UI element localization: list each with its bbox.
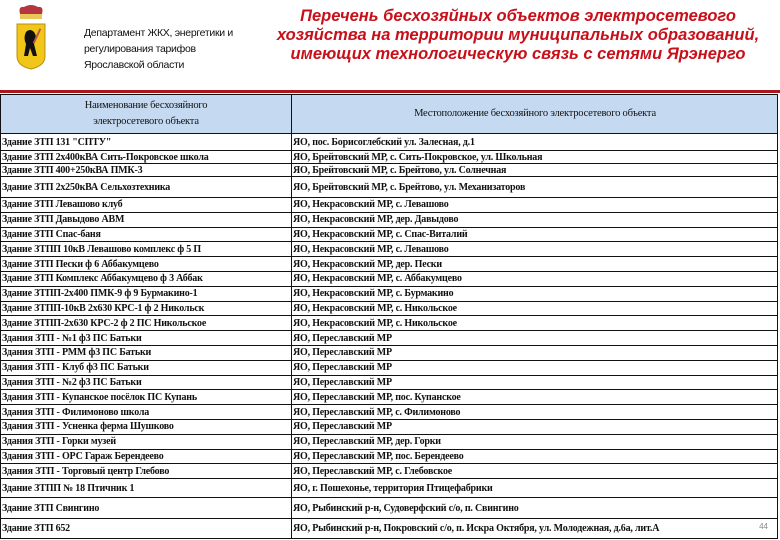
object-location-cell: ЯО, пос. Борисоглебский ул. Залесная, д.1 bbox=[292, 134, 778, 151]
table-row bbox=[1, 242, 778, 257]
department-name bbox=[84, 25, 233, 73]
object-name-cell: Здания ЗТП - Клуб ф3 ПС Батьки bbox=[1, 360, 292, 375]
object-name-cell: Здания ЗТП - №1 ф3 ПС Батьки bbox=[1, 331, 292, 346]
object-name-cell: Здание ЗТПП-2х400 ПМК-9 ф 9 Бурмакино-1 bbox=[1, 286, 292, 301]
table-row bbox=[1, 198, 778, 213]
object-location-cell: ЯО, Некрасовский МР, дер. Давыдово bbox=[292, 212, 778, 227]
table-row bbox=[1, 257, 778, 272]
object-name-cell: Здание ЗТП Давыдово АВМ bbox=[1, 212, 292, 227]
object-location-cell: ЯО, Переславский МР, с. Филимоново bbox=[292, 405, 778, 420]
table-row bbox=[1, 134, 778, 151]
objects-table bbox=[0, 94, 778, 539]
table-row bbox=[1, 390, 778, 405]
table-row bbox=[1, 498, 778, 519]
object-name-cell: Здания ЗТП - РММ ф3 ПС Батьки bbox=[1, 345, 292, 360]
object-name-cell: Здание ЗТП 131 "СПТУ" bbox=[1, 134, 292, 151]
object-location-cell: ЯО, Переславский МР bbox=[292, 345, 778, 360]
object-location-cell: ЯО, Переславский МР bbox=[292, 375, 778, 390]
object-location-cell: ЯО, Некрасовский МР, дер. Пески bbox=[292, 257, 778, 272]
object-location-cell: ЯО, Некрасовский МР, с. Никольское bbox=[292, 316, 778, 331]
table-row bbox=[1, 271, 778, 286]
object-name-cell: Здание ЗТП 2х400кВА Сить-Покровское школа bbox=[1, 151, 292, 164]
object-name-cell: Здание ЗТПП № 18 Птичник 1 bbox=[1, 479, 292, 498]
table-row bbox=[1, 345, 778, 360]
object-name-cell: Здание ЗТП 2х250кВА Сельхозтехника bbox=[1, 177, 292, 198]
table-row bbox=[1, 301, 778, 316]
table-row bbox=[1, 316, 778, 331]
object-location-cell: ЯО, Переславский МР bbox=[292, 331, 778, 346]
object-name-cell: Здания ЗТП - Купанское посёлок ПС Купань bbox=[1, 390, 292, 405]
table-header-row bbox=[1, 95, 778, 134]
table-row bbox=[1, 479, 778, 498]
table-row bbox=[1, 151, 778, 164]
object-name-cell: Здание ЗТП Спас-баня bbox=[1, 227, 292, 242]
column-header-location: Местоположение бесхозяйного электросетевого объекта bbox=[292, 95, 778, 134]
object-location-cell: ЯО, Брейтовский МР, с. Брейтово, ул. Солнечная bbox=[292, 164, 778, 177]
object-name-cell: Здание ЗТПП-2х630 КРС-2 ф 2 ПС Никольское bbox=[1, 316, 292, 331]
department-line: Ярославской области bbox=[84, 59, 185, 71]
table-row bbox=[1, 331, 778, 346]
table-row bbox=[1, 212, 778, 227]
page-number: 44 bbox=[759, 522, 768, 531]
object-location-cell: ЯО, Переславский МР bbox=[292, 419, 778, 434]
object-location-cell: ЯО, Некрасовский МР, с. Бурмакино bbox=[292, 286, 778, 301]
object-name-cell: Здания ЗТП - Усненка ферма Шушково bbox=[1, 419, 292, 434]
table-row bbox=[1, 405, 778, 420]
department-line: Департамент ЖКХ, энергетики и bbox=[84, 27, 233, 39]
object-location-cell: ЯО, Брейтовский МР, с. Брейтово, ул. Механизаторов bbox=[292, 177, 778, 198]
object-name-cell: Здание ЗТП 400+250кВА ПМК-3 bbox=[1, 164, 292, 177]
object-location-cell: ЯО, Некрасовский МР, с. Левашово bbox=[292, 198, 778, 213]
object-name-cell: Здания ЗТП - №2 ф3 ПС Батьки bbox=[1, 375, 292, 390]
department-line: регулирования тарифов bbox=[84, 43, 196, 55]
table-row bbox=[1, 177, 778, 198]
object-name-cell: Здания ЗТП - Филимоново школа bbox=[1, 405, 292, 420]
object-name-cell: Здание ЗТП Пески ф 6 Аббакумцево bbox=[1, 257, 292, 272]
table-row bbox=[1, 434, 778, 449]
object-location-cell: ЯО, Рыбинский р-н, Судоверфский с/о, п. Свингино bbox=[292, 498, 778, 519]
page-title: Перечень бесхозяйных объектов электросетевого хозяйства на территории муниципальных образований, имеющих технологическую связь с сетями Ярэнерго bbox=[276, 7, 760, 63]
object-name-cell: Здание ЗТП Свингино bbox=[1, 498, 292, 519]
object-location-cell: ЯО, Брейтовский МР, с. Сить-Покровское, ул. Школьная bbox=[292, 151, 778, 164]
object-location-cell: ЯО, Некрасовский МР, с. Левашово bbox=[292, 242, 778, 257]
object-location-cell: ЯО, Некрасовский МР, с. Спас-Виталий bbox=[292, 227, 778, 242]
object-location-cell: ЯО, Некрасовский МР, с. Аббакумцево bbox=[292, 271, 778, 286]
table-row bbox=[1, 449, 778, 464]
object-name-cell: Здания ЗТП - Торговый центр Глебово bbox=[1, 464, 292, 479]
table-row bbox=[1, 519, 778, 539]
object-name-cell: Здание ЗТПП-10кВ 2х630 КРС-1 ф 2 Никольск bbox=[1, 301, 292, 316]
object-location-cell: ЯО, Некрасовский МР, с. Никольское bbox=[292, 301, 778, 316]
object-name-cell: Здание ЗТП Левашово клуб bbox=[1, 198, 292, 213]
table-row bbox=[1, 375, 778, 390]
object-location-cell: ЯО, Переславский МР, пос. Купанское bbox=[292, 390, 778, 405]
table-row bbox=[1, 419, 778, 434]
table-row bbox=[1, 227, 778, 242]
object-location-cell: ЯО, Рыбинский р-н, Покровский с/о, п. Искра Октября, ул. Молодежная, д.6а, лит.А bbox=[292, 519, 778, 539]
object-name-cell: Здания ЗТП - Горки музей bbox=[1, 434, 292, 449]
object-location-cell: ЯО, г. Пошехонье, территория Птицефабрики bbox=[292, 479, 778, 498]
yaroslavl-coat-of-arms-logo bbox=[14, 4, 48, 70]
object-location-cell: ЯО, Переславский МР, пос. Берендеево bbox=[292, 449, 778, 464]
object-name-cell: Здание ЗТПП 10кВ Левашово комплекс ф 5 П bbox=[1, 242, 292, 257]
table-row bbox=[1, 286, 778, 301]
object-location-cell: ЯО, Переславский МР, с. Глебовское bbox=[292, 464, 778, 479]
object-name-cell: Здание ЗТП 652 bbox=[1, 519, 292, 539]
object-location-cell: ЯО, Переславский МР bbox=[292, 360, 778, 375]
object-name-cell: Здание ЗТП Комплекс Аббакумцево ф 3 Аббак bbox=[1, 271, 292, 286]
object-location-cell: ЯО, Переславский МР, дер. Горки bbox=[292, 434, 778, 449]
column-header-name: Наименование бесхозяйного электросетевого объекта bbox=[1, 95, 292, 134]
table-row bbox=[1, 164, 778, 177]
table-row bbox=[1, 360, 778, 375]
title-divider bbox=[0, 90, 780, 93]
table-row bbox=[1, 464, 778, 479]
object-name-cell: Здания ЗТП - ОРС Гараж Берендеево bbox=[1, 449, 292, 464]
